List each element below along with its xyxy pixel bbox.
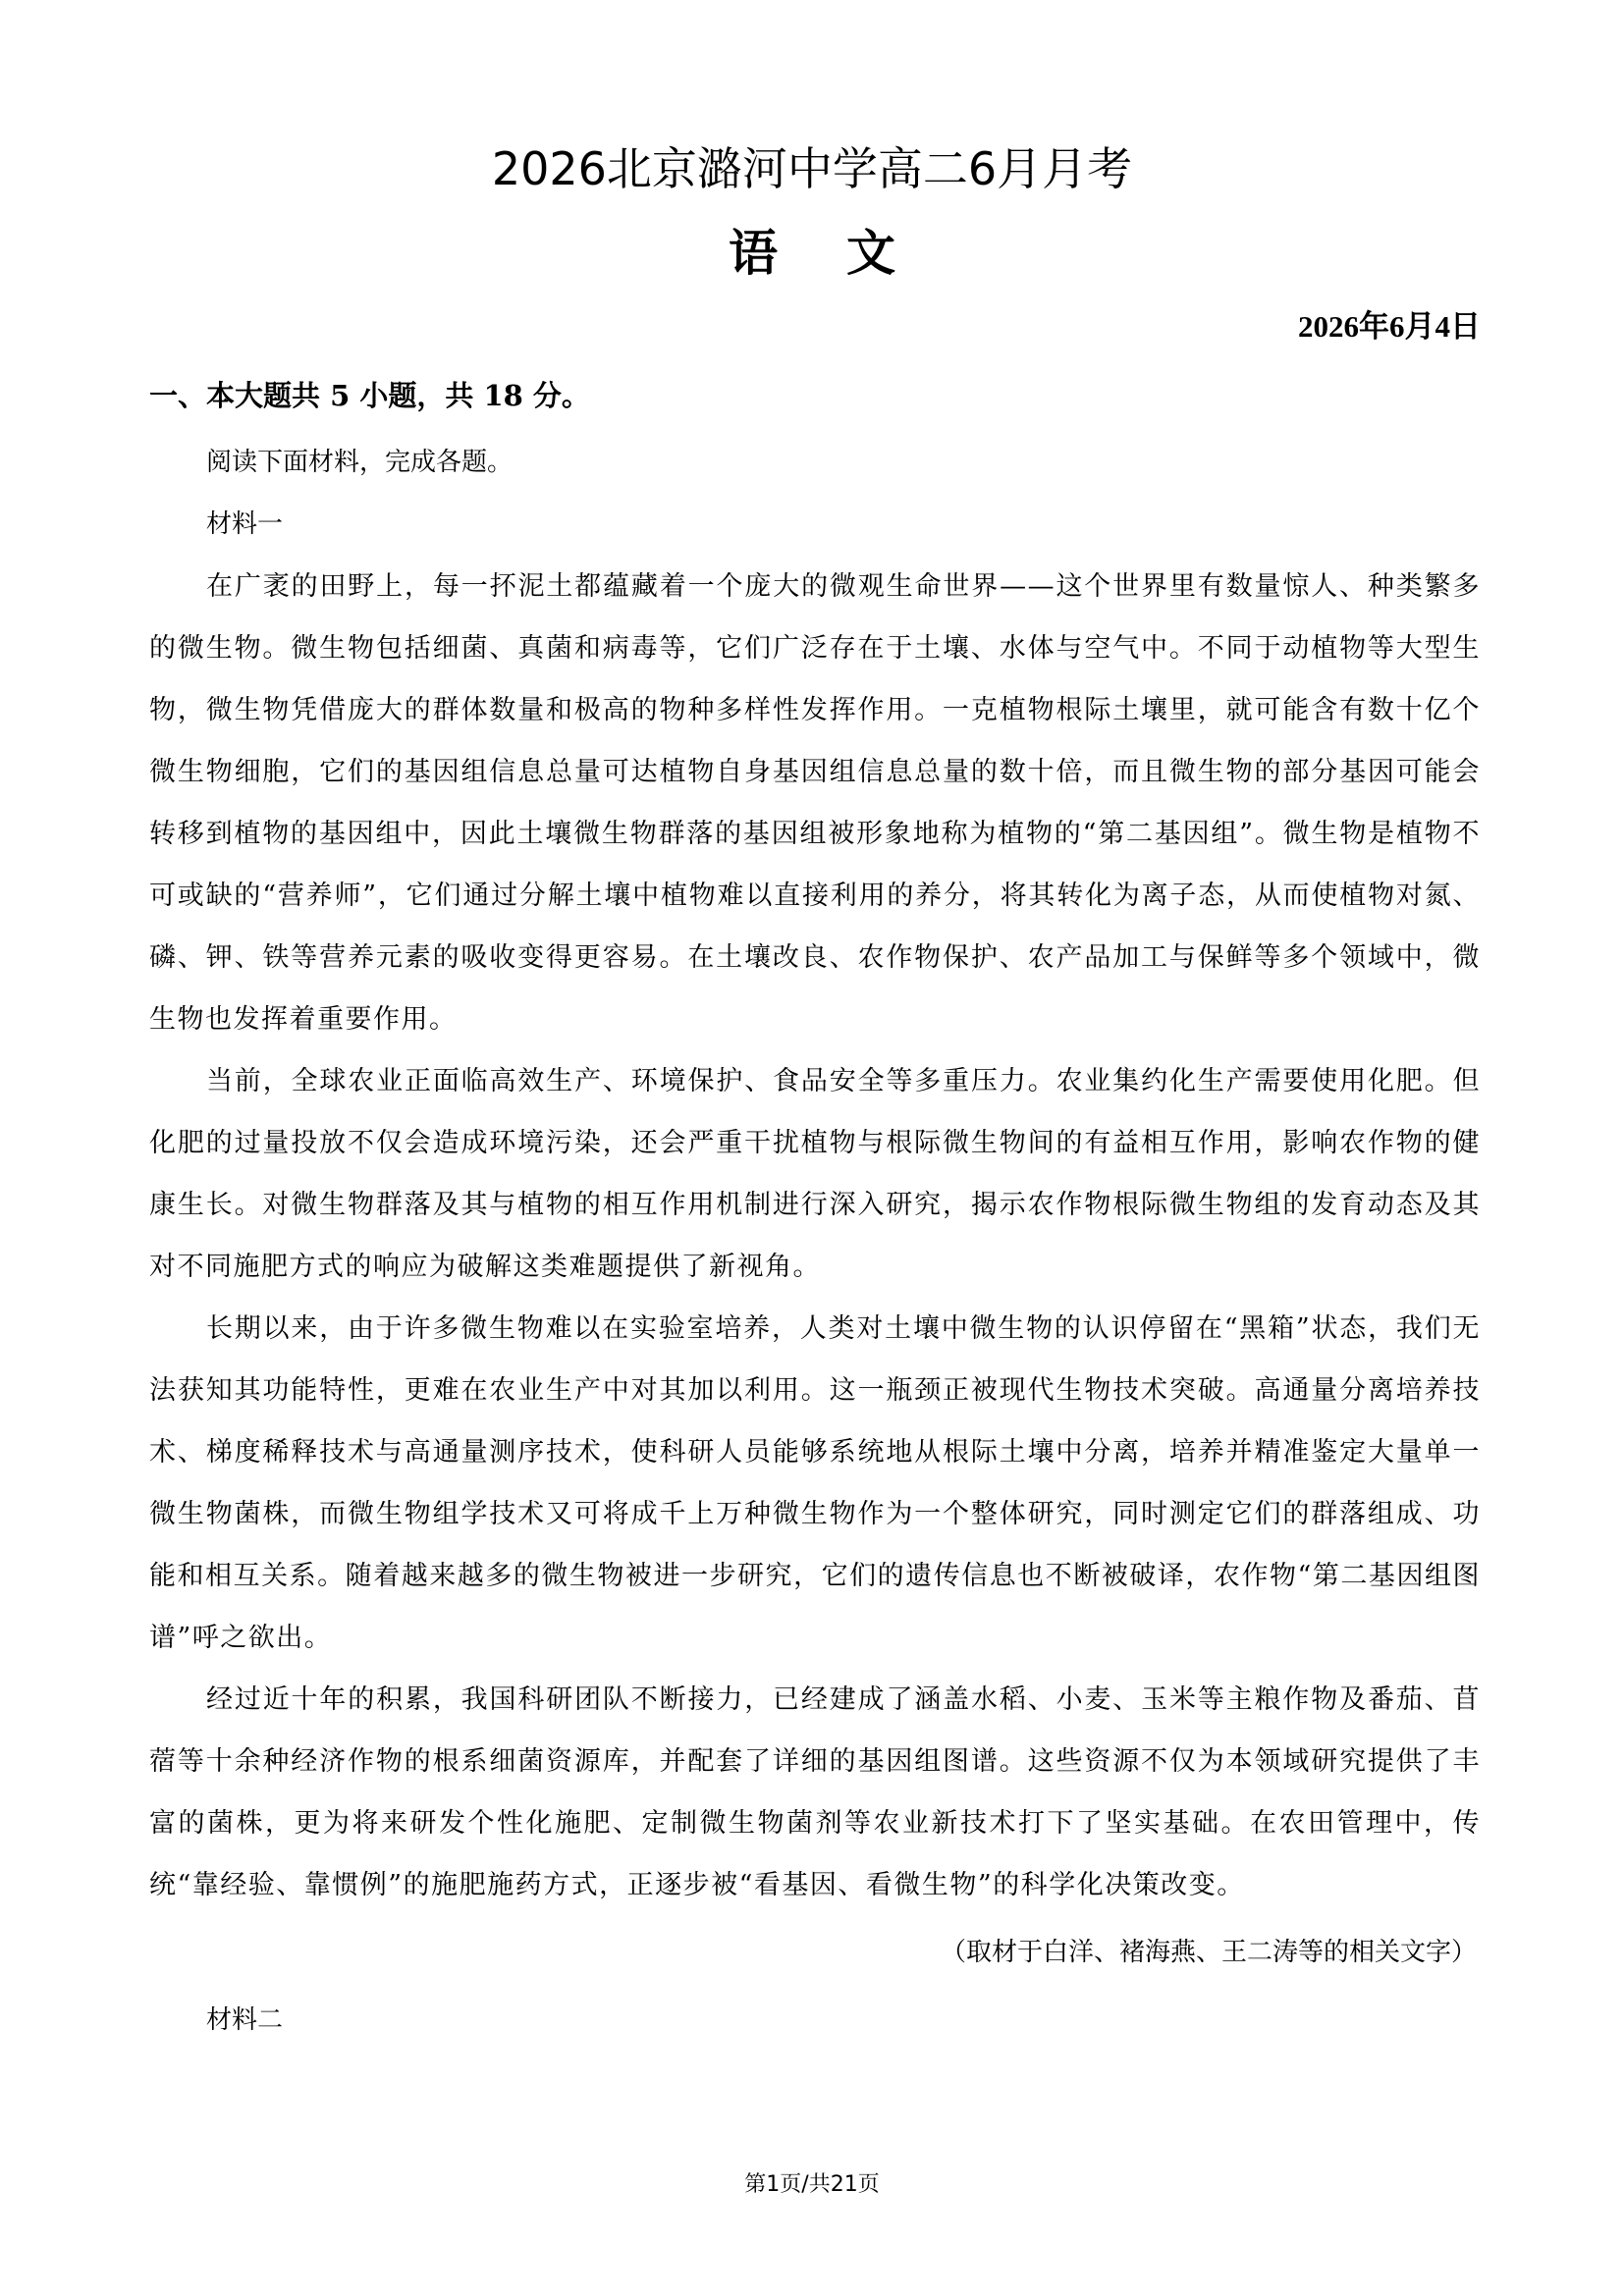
exam-title: 2026北京潞河中学高二6月月考 (491, 142, 1133, 195)
source-citation: （取材于白洋、褚海燕、王二涛等的相关文字） (940, 1938, 1477, 1967)
exam-date: 2026年6月4日 (1298, 309, 1481, 344)
material-two-label: 材料二 (206, 2005, 284, 2035)
paragraph: 在广袤的田野上，每一抔泥土都蕴藏着一个庞大的微观生命世界——这个世界里有数量惊人、种类繁多的微生物。微生物包括细菌、真菌和病毒等，它们广泛存在于土壤、水体与空气中。不同于动植物等大型生物，微生物凭借庞大的群体数量和极高的物种多样性发挥作用。一克植物根际土壤里，就可能含有数十亿个微生物细胞，它们的基因组信息总量可达植物自身基因组信息总量的数十倍，而且微生物的部分基因可能会转移到植物的基因组中，因此土壤微生物群落的基因组被形象地称为植物的“第二基因组”。微生物是植物不可或缺的“营养师”，它们通过分解土壤中植物难以直接利用的养分，将其转化为离子态，从而使植物对氮、磷、钾、铁等营养元素的吸收变得更容易。在土壤改良、农作物保护、农产品加工与保鲜等多个领域中，微生物也发挥着重要作用。 (149, 571, 1481, 1035)
paragraph: 当前，全球农业正面临高效生产、环境保护、食品安全等多重压力。农业集约化生产需要使用化肥。但化肥的过量投放不仅会造成环境污染，还会严重干扰植物与根际微生物间的有益相互作用，影响农作物的健康生长。对微生物群落及其与植物的相互作用机制进行深入研究，揭示农作物根际微生物组的发育动态及其对不同施肥方式的响应为破解这类难题提供了新视角。 (149, 1066, 1481, 1282)
subject-title: 语文 (729, 225, 964, 282)
instruction-text: 阅读下面材料，完成各题。 (206, 448, 514, 477)
paragraph: 经过近十年的积累，我国科研团队不断接力，已经建成了涵盖水稻、小麦、玉米等主粮作物及番茄、苜蓿等十余种经济作物的根系细菌资源库，并配套了详细的基因组图谱。这些资源不仅为本领域研究提供了丰富的菌株，更为将来研发个性化施肥、定制微生物菌剂等农业新技术打下了坚实基础。在农田管理中，传统“靠经验、靠惯例”的施肥施药方式，正逐步被“看基因、看微生物”的科学化决策改变。 (149, 1684, 1481, 1900)
section-heading: 一、本大题共 5 小题，共 18 分。 (149, 379, 590, 412)
reading-passage (149, 432, 1481, 2052)
paragraph: 长期以来，由于许多微生物难以在实验室培养，人类对土壤中微生物的认识停留在“黑箱”状态，我们无法获知其功能特性，更难在农业生产中对其加以利用。这一瓶颈正被现代生物技术突破。高通量分离培养技术、梯度稀释技术与高通量测序技术，使科研人员能够系统地从根际土壤中分离，培养并精准鉴定大量单一微生物菌株，而微生物组学技术又可将成千上万种微生物作为一个整体研究，同时测定它们的群落组成、功能和相互关系。随着越来越多的微生物被进一步研究，它们的遗传信息也不断被破译，农作物“第二基因组图谱”呼之欲出。 (149, 1313, 1481, 1653)
page-number: 第1页/共21页 (744, 2172, 880, 2197)
material-one-label: 材料一 (206, 509, 284, 539)
